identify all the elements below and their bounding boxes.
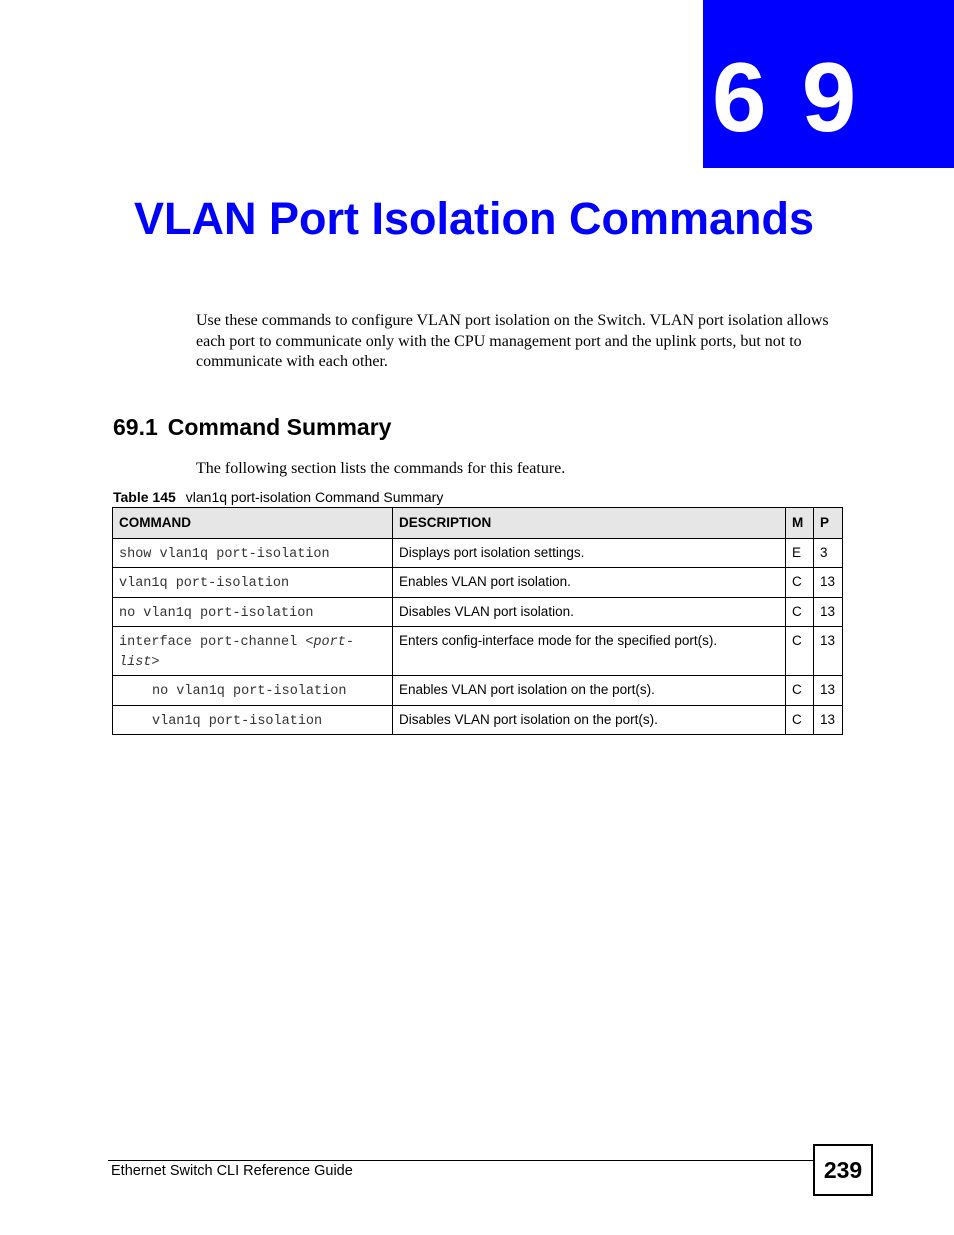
command-cell (113, 538, 393, 568)
table-caption-text: vlan1q port-isolation Command Summary (185, 489, 444, 505)
description-cell: Disables VLAN port isolation on the port(s). (393, 705, 786, 735)
mode-cell: C (786, 568, 814, 598)
command-text: vlan1q port-isolation (119, 576, 290, 591)
command-text: show vlan1q port-isolation (119, 546, 330, 562)
intro-paragraph: Use these commands to configure VLAN port isolation on the Switch. VLAN port isolation allows each port to communicate only with the CPU management port and the uplink ports, but not to communicate with each other. (196, 312, 829, 370)
section-title: Command Summary (167, 414, 392, 440)
table-header-row (113, 508, 843, 539)
table-label: Table 145 (113, 489, 176, 505)
table-row (113, 538, 843, 568)
command-text: no vlan1q port-isolation (119, 605, 314, 621)
command-prefix: interface port-channel < (119, 635, 314, 650)
command-text: vlan1q port-isolation (152, 713, 323, 729)
privilege-cell: 13 (814, 676, 843, 706)
section-intro: The following section lists the commands for this feature. (196, 460, 566, 477)
command-summary-table (112, 507, 843, 735)
table-row (113, 627, 843, 676)
privilege-cell: 13 (814, 627, 843, 676)
command-cell (113, 568, 393, 598)
command-cell (113, 705, 393, 735)
footer-guide-title: Ethernet Switch CLI Reference Guide (111, 1163, 353, 1179)
table-row (113, 597, 843, 627)
description-cell: Displays port isolation settings. (393, 538, 786, 568)
mode-cell: C (786, 676, 814, 706)
mode-cell: C (786, 705, 814, 735)
privilege-cell: 13 (814, 705, 843, 735)
command-cell (113, 627, 393, 676)
mode-cell: C (786, 597, 814, 627)
header-command: COMMAND (113, 508, 393, 539)
privilege-cell: 13 (814, 597, 843, 627)
mode-cell: C (786, 627, 814, 676)
table-row (113, 676, 843, 706)
header-description: DESCRIPTION (393, 508, 786, 539)
description-cell: Enters config-interface mode for the specified port(s). (393, 627, 786, 676)
command-argument: port-list (119, 635, 354, 670)
command-cell (113, 597, 393, 627)
mode-cell: E (786, 538, 814, 568)
section-heading (113, 414, 391, 442)
chapter-number: 6 9 (712, 42, 861, 152)
description-cell: Enables VLAN port isolation. (393, 568, 786, 598)
chapter-title: VLAN Port Isolation Commands (134, 193, 815, 244)
command-text (119, 635, 354, 670)
command-suffix: > (151, 654, 160, 670)
command-cell (113, 676, 393, 706)
page-number: 239 (813, 1144, 873, 1196)
header-m: M (786, 508, 814, 539)
footer-divider (108, 1160, 815, 1161)
header-p: P (814, 508, 843, 539)
privilege-cell: 3 (814, 538, 843, 568)
table-row (113, 568, 843, 598)
command-text: no vlan1q port-isolation (152, 684, 347, 699)
description-cell: Disables VLAN port isolation. (393, 597, 786, 627)
section-number: 69.1 (113, 414, 158, 440)
privilege-cell: 13 (814, 568, 843, 598)
table-row (113, 705, 843, 735)
table-caption (113, 487, 443, 507)
description-cell: Enables VLAN port isolation on the port(s). (393, 676, 786, 706)
